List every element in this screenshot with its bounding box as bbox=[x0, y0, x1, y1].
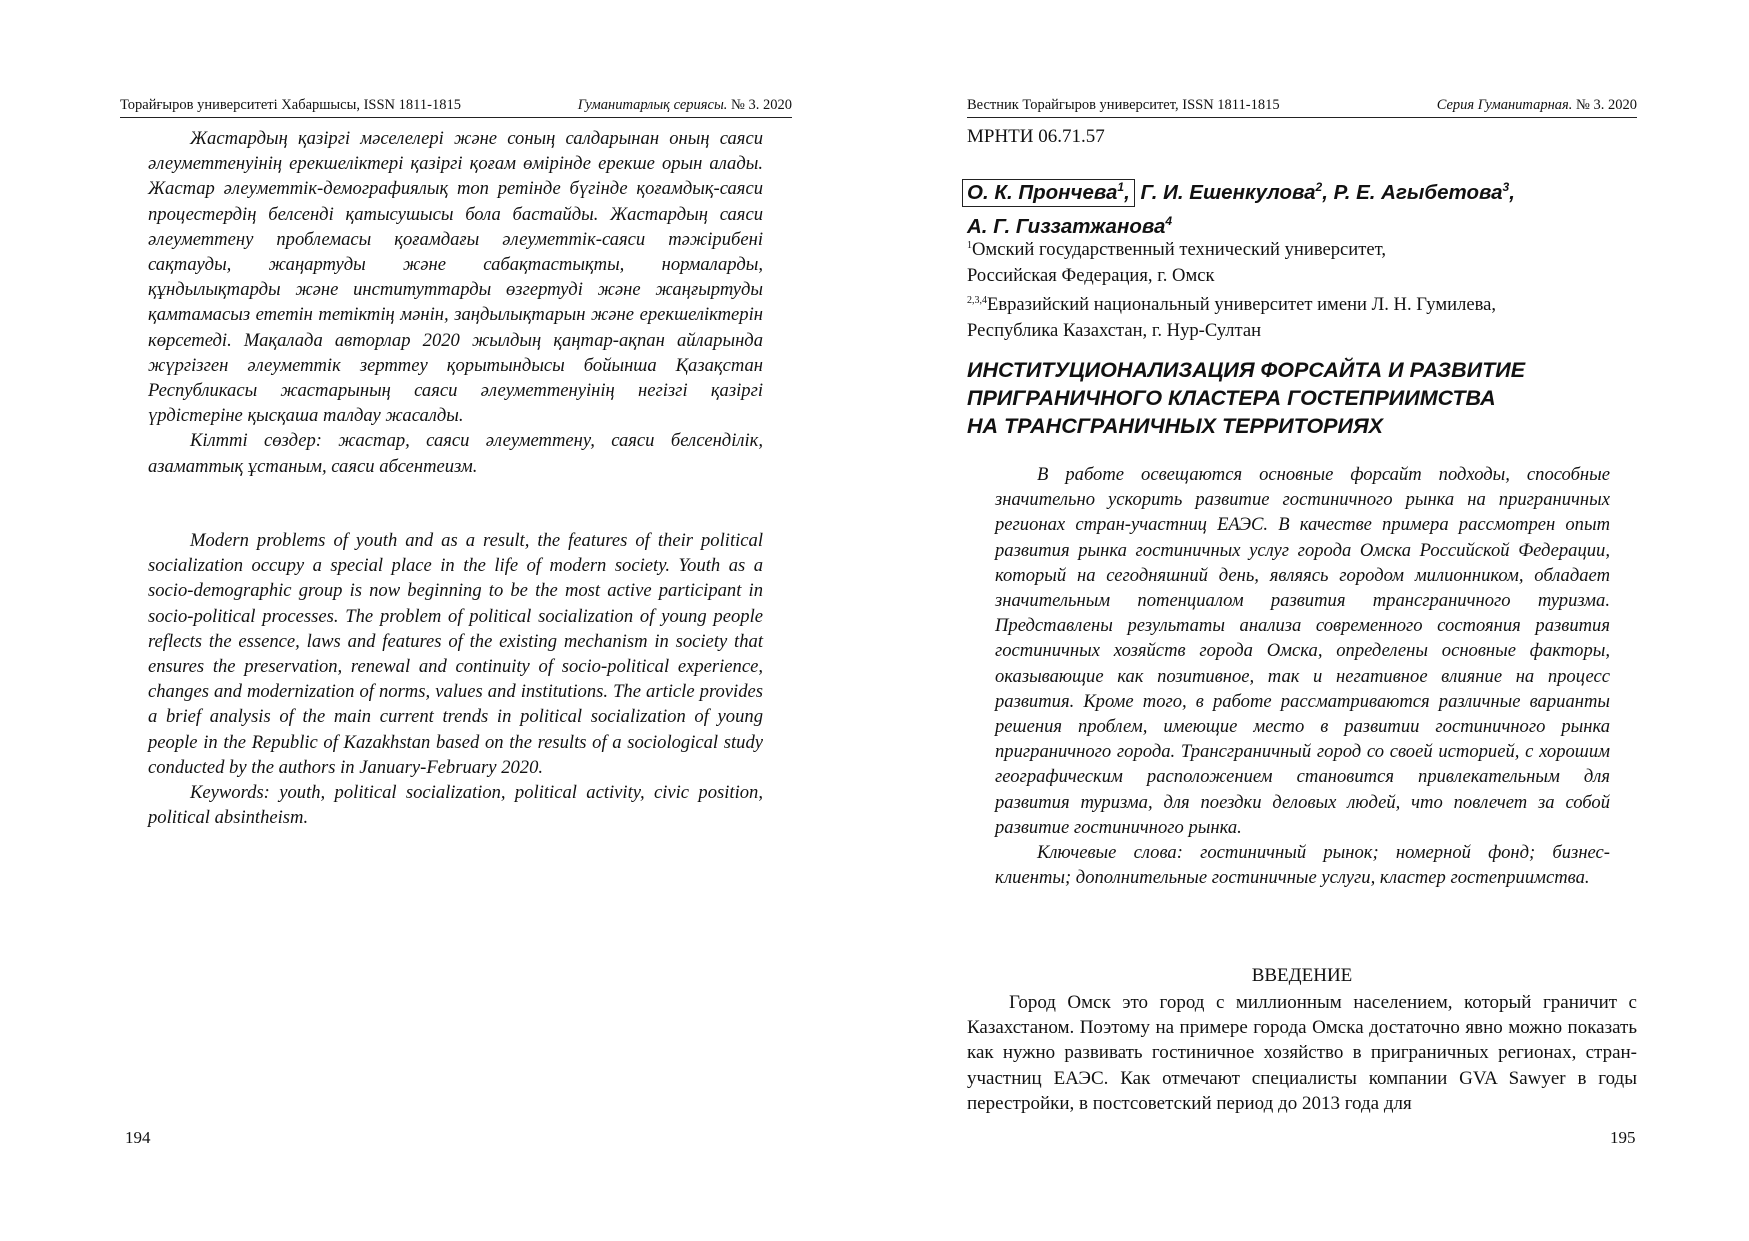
english-abstract-block bbox=[148, 528, 763, 830]
kazakh-keywords: Кілтті сөздер: жастар, саяси әлеуметтену, саяси белсенділік, азаматтық ұстаным, саяси абсентеизм. bbox=[148, 430, 763, 477]
author-2-name: Г. И. Ешенкулова bbox=[1134, 180, 1316, 204]
page-number: 195 bbox=[1610, 1128, 1636, 1147]
affiliation-1 bbox=[967, 233, 1637, 263]
affiliation-1-location: Российская Федерация, г. Омск bbox=[967, 264, 1215, 286]
affiliations bbox=[967, 233, 1637, 343]
title-line-2: ПРИГРАНИЧНОГО КЛАСТЕРА ГОСТЕПРИИМСТВА bbox=[967, 386, 1496, 410]
title-line-1: ИНСТИТУЦИОНАЛИЗАЦИЯ ФОРСАЙТА И РАЗВИТИЕ bbox=[967, 358, 1526, 382]
title-line-3: НА ТРАНСГРАНИЧНЫХ ТЕРРИТОРИЯХ bbox=[967, 414, 1383, 438]
running-header-right bbox=[967, 92, 1637, 118]
russian-abstract: В работе освещаются основные форсайт подходы, способные значительно ускорить развитие гостиничного рынка на приграничных регионах стран-участниц ЕАЭС. В качестве примера рассмотрен опыт развития рынка гостиничных услуг города Омска Российской Федерации, который на сегодняшний день, являясь городом милионником, обладает значительным потенциалом развития трансграничного туризма. Представлены результаты анализа современного состояния развития гостиничных хозяйств города Омска, определены основные факторы, оказывающие как позитивное, так и негативное влияние на процесс развития. Кроме того, в работе рассматриваются различные варианты решения проблем, имеющие место в развитии гостиничного рынка приграничного города. Трансграничный город со своей историей, с хорошим географическим расположением становится привлекательным для развития туризма, для поездки деловых людей, что повлечет за собой развитие гостиничного рынка. bbox=[995, 464, 1610, 838]
author-3-name: Р. Е. Агыбетова bbox=[1327, 180, 1503, 204]
mrnti-code: МРНТИ 06.71.57 bbox=[967, 126, 1105, 147]
left-page bbox=[0, 0, 874, 1241]
series-name: Гуманитарлық сериясы. bbox=[577, 97, 728, 113]
section-heading: ВВЕДЕНИЕ bbox=[1251, 965, 1353, 986]
affiliation-2-sup: 2,3,4 bbox=[967, 295, 987, 307]
kazakh-abstract: Жастардың қазіргі мәселелері және соның салдарынан оның саяси әлеуметтенуінің ерекшеліктері қазіргі қоғам өмірінде ерекше орын алады. Жастар әлеуметтік-демографиялық топ ретінде бүгінде қоғамдық-саяси процестердің белсенді қатысушысы бола бастайды. Жастардың саяси әлеуметтену проблемасы қоғамдағы әлеуметтік-саяси тәжірибені сақтауды, жаңартуды және сабақтастықты, нормаларды, құндылықтарды және институттарды өзгертуді және жаңғыртуды қамтамасыз ететін тетіктің мәнін, заңдылықтарын және ерекшеліктерін көрсетеді. Мақалада авторлар 2020 жылдың қаңтар-ақпан айларында жүргізген әлеуметтік зерттеу қорытындысы бойынша Қазақстан Республикасы жастарының саяси әлеуметтенуінің негізгі қазіргі үрдістеріне қысқаша талдау жасалды. bbox=[148, 128, 763, 427]
affiliation-2-location: Республика Казахстан, г. Нур-Султан bbox=[967, 319, 1262, 341]
journal-title: Торайғыров университеті Хабаршысы, ISSN 1811-1815 bbox=[120, 97, 461, 113]
series-issue bbox=[1437, 97, 1637, 114]
affiliation-1-name: Омский государственный технический университет, bbox=[972, 239, 1387, 261]
affiliation-2-name: Евразийский национальный университет имени Л. Н. Гумилева, bbox=[987, 294, 1497, 316]
author-list bbox=[967, 173, 1637, 241]
affiliation-1-sup: 1 bbox=[967, 240, 972, 251]
author-line-1 bbox=[967, 173, 1637, 207]
english-abstract: Modern problems of youth and as a result, the features of their political socialization occupy a special place in the life of modern society. Youth as a socio-demographic group is now beginning to be the most active participant in socio-political processes. The problem of political socialization of young people reflects the essence, laws and features of the existing mechanism in society that ensures the preservation, renewal and continuity of socio-political experience, changes and modernization of norms, values and institutions. The article provides a brief analysis of the main current trends in political socialization of young people in the Republic of Kazakhstan based on the results of a sociological study conducted by the authors in January-February 2020. bbox=[148, 530, 763, 778]
introduction-text bbox=[967, 990, 1637, 1116]
issue-number: № 3. 2020 bbox=[727, 97, 792, 113]
author-2-sup: 2 bbox=[1315, 180, 1323, 194]
author-2: Г. И. Ешенкулова$^2$, bbox=[1134, 180, 1328, 204]
right-page bbox=[875, 0, 1749, 1241]
author-1: О. К. Прончева$^1$, bbox=[962, 179, 1135, 207]
author-1-name: О. К. Прончева bbox=[967, 180, 1118, 204]
author-3-sup: 3 bbox=[1502, 180, 1510, 194]
issue-number: № 3. 2020 bbox=[1572, 97, 1637, 113]
article-title bbox=[967, 356, 1637, 440]
author-4-sup: 4 bbox=[1165, 213, 1173, 228]
author-3: Р. Е. Агыбетова$^3$, bbox=[1327, 180, 1515, 204]
page-number: 194 bbox=[125, 1128, 151, 1147]
series-issue bbox=[578, 97, 792, 114]
author-4-name: А. Г. Гиззатжанова bbox=[967, 214, 1166, 238]
russian-keywords: Ключевые слова: гостиничный рынок; номерной фонд; бизнес-клиенты; дополнительные гостиничные услуги, кластер гостеприимства. bbox=[995, 842, 1610, 889]
kazakh-abstract-block bbox=[148, 126, 763, 479]
running-header-left bbox=[120, 92, 792, 118]
author-1-sup: 1 bbox=[1117, 180, 1125, 194]
affiliation-2 bbox=[967, 288, 1637, 318]
russian-abstract-block bbox=[995, 462, 1610, 890]
journal-title: Вестник Торайгыров университет, ISSN 1811-1815 bbox=[967, 97, 1280, 113]
introduction-paragraph: Город Омск это город с миллионным населением, который граничит с Казахстаном. Поэтому на примере города Омска достаточно явно можно показать как нужно развивать гостиничное хозяйство в приграничных регионах, стран-участниц ЕАЭС. Как отмечают специалисты компании GVA Sawyer в годы перестройки, в постсоветский период до 2013 года для bbox=[967, 992, 1637, 1114]
series-name: Серия Гуманитарная. bbox=[1436, 97, 1573, 113]
english-keywords: Keywords: youth, political socialization, political activity, civic position, political absintheism. bbox=[148, 782, 763, 829]
